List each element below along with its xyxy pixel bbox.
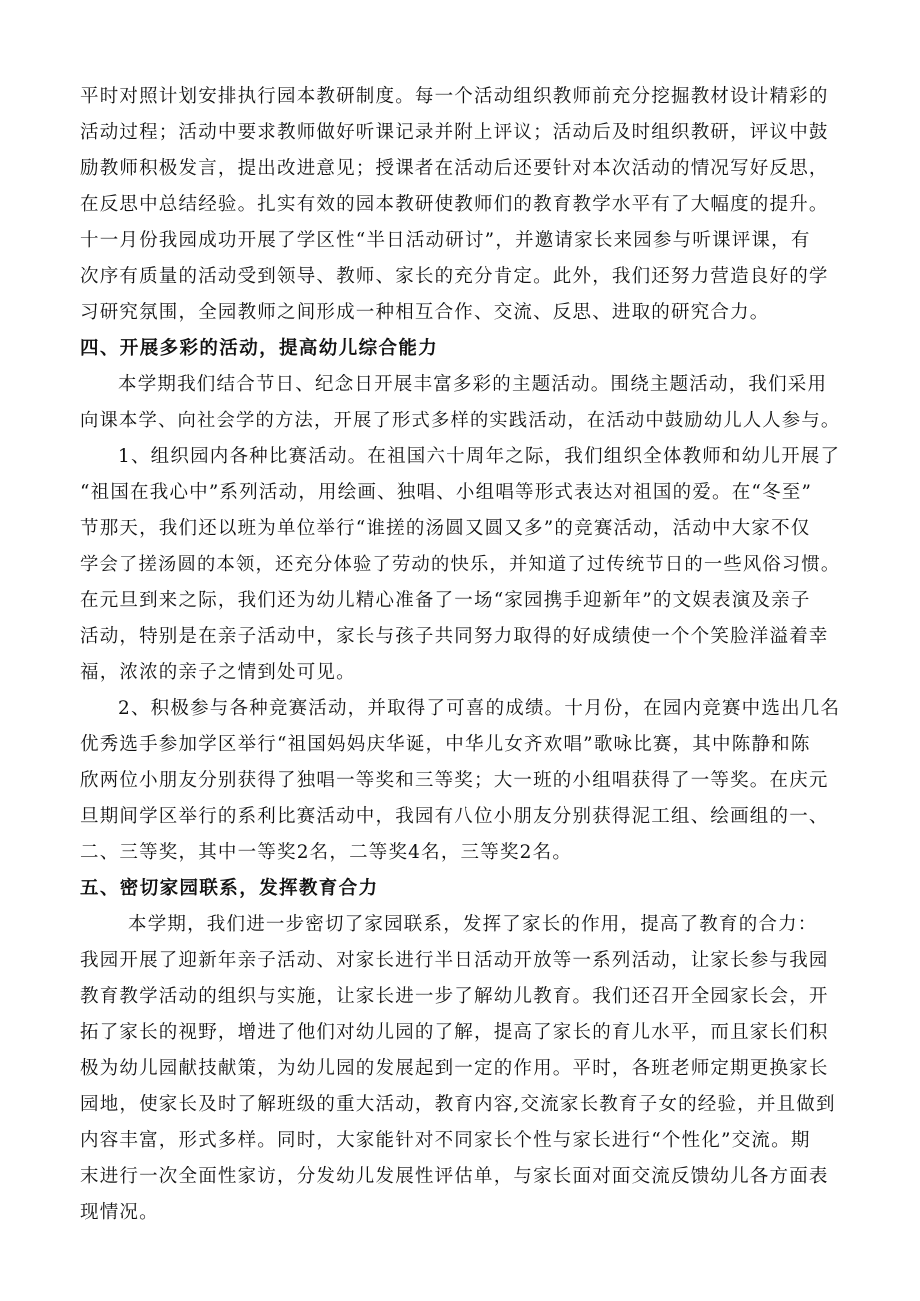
text-line: 在反思中总结经验。扎实有效的园本教研使教师们的教育教学水平有了大幅度的提升。	[80, 194, 829, 215]
text-line: 二、三等奖，其中一等奖2名，二等奖4名，三等奖2名。	[80, 842, 573, 863]
text-line: 习研究氛围，全园教师之间形成一种相互合作、交流、反思、进取的研究合力。	[80, 302, 770, 323]
text-line: 励教师积极发言，提出改进意见；授课者在活动后还要针对本次活动的情况写好反思，	[80, 158, 829, 179]
text-line: 本学期我们结合节日、纪念日开展丰富多彩的主题活动。围绕主题活动，我们采用	[118, 374, 828, 395]
text-line: 次序有质量的活动受到领导、教师、家长的充分肯定。此外，我们还努力营造良好的学	[80, 266, 829, 287]
text-line: 活动，特别是在亲子活动中，家长与孩子共同努力取得的好成绩使一个个笑脸洋溢着幸	[80, 626, 829, 647]
text-line: 拓了家长的视野，增进了他们对幼儿园的了解，提高了家长的育儿水平，而且家长们积	[80, 1022, 829, 1043]
text-line: 2、积极参与各种竞赛活动，并取得了可喜的成绩。十月份，在园内竞赛中选出几名	[118, 698, 841, 719]
text-line: 平时对照计划安排执行园本教研制度。每一个活动组织教师前充分挖掘教材设计精彩的	[80, 86, 829, 107]
text-line: 在元旦到来之际，我们还为幼儿精心准备了一场“家园携手迎新年”的文娱表演及亲子	[80, 590, 811, 611]
section-heading-5: 五、密切家园联系，发挥教育合力	[80, 878, 379, 899]
text-line: 现情况。	[80, 1202, 159, 1223]
text-line: 我园开展了迎新年亲子活动、对家长进行半日活动开放等一系列活动，让家长参与我园	[80, 950, 829, 971]
text-line: 1、组织园内各种比赛活动。在祖国六十周年之际，我们组织全体教师和幼儿开展了	[118, 446, 841, 467]
text-line: 内容丰富，形式多样。同时，大家能针对不同家长个性与家长进行“个性化”交流。期	[80, 1130, 811, 1151]
text-line: 节那天，我们还以班为单位举行“谁搓的汤圆又圆又多”的竞赛活动，活动中大家不仅	[80, 518, 811, 539]
text-line: 极为幼儿园献技献策，为幼儿园的发展起到一定的作用。平时，各班老师定期更换家长	[80, 1058, 829, 1079]
text-line: 末进行一次全面性家访，分发幼儿发展性评估单，与家长面对面交流反馈幼儿各方面表	[80, 1166, 829, 1187]
text-line: 本学期，我们进一步密切了家园联系，发挥了家长的作用，提高了教育的合力：	[128, 914, 818, 935]
text-line: 教育教学活动的组织与实施，让家长进一步了解幼儿教育。我们还召开全园家长会，开	[80, 986, 829, 1007]
text-line: 园地，使家长及时了解班级的重大活动，教育内容,交流家长教育子女的经验，并且做到	[80, 1094, 836, 1115]
text-line: 福，浓浓的亲子之情到处可见。	[80, 662, 356, 683]
section-heading-4: 四、开展多彩的活动，提高幼儿综合能力	[80, 338, 439, 359]
text-line: “祖国在我心中”系列活动，用绘画、独唱、小组唱等形式表达对祖国的爱。在“冬至”	[80, 482, 813, 503]
text-line: 活动过程；活动中要求教师做好听课记录并附上评议；活动后及时组织教研，评议中鼓	[80, 122, 829, 143]
text-line: 十一月份我园成功开展了学区性“半日活动研讨”，并邀请家长来园参与听课评课，有	[80, 230, 811, 251]
text-line: 旦期间学区举行的系利比赛活动中，我园有八位小朋友分别获得泥工组、绘画组的一、	[80, 806, 829, 827]
text-line: 欣两位小朋友分别获得了独唱一等奖和三等奖；大一班的小组唱获得了一等奖。在庆元	[80, 770, 829, 791]
text-line: 优秀选手参加学区举行“祖国妈妈庆华诞，中华儿女齐欢唱”歌咏比赛，其中陈静和陈	[80, 734, 811, 755]
text-line: 向课本学、向社会学的方法，开展了形式多样的实践活动，在活动中鼓励幼儿人人参与。	[80, 410, 841, 431]
text-line: 学会了搓汤圆的本领，还充分体验了劳动的快乐，并知道了过传统节日的一些风俗习惯。	[80, 554, 841, 575]
